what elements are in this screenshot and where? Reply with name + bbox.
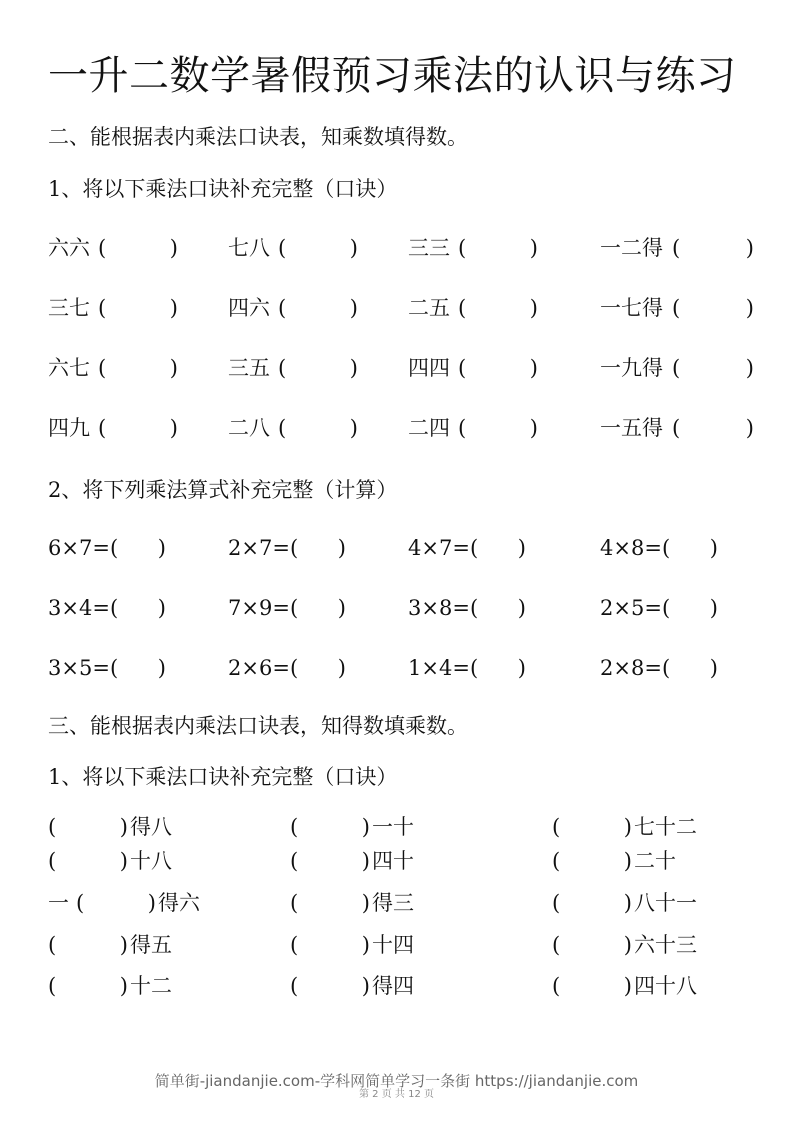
exercise-item <box>552 812 772 842</box>
exercise-item <box>408 413 588 443</box>
answer-blank[interactable]: ( ) <box>470 596 526 620</box>
exercise-item <box>48 930 268 960</box>
exercise-prompt: 二五 <box>408 296 450 320</box>
exercise-item <box>290 888 510 918</box>
answer-blank[interactable]: ( ) <box>458 296 538 320</box>
answer-blank[interactable]: ( ) <box>672 296 754 320</box>
answer-blank[interactable]: ( ) <box>672 416 754 440</box>
exercise-prompt: 一九得 <box>600 356 663 380</box>
exercise-prompt: 3×5= <box>48 656 110 680</box>
exercise-row <box>0 812 793 842</box>
exercise-prompt: 2×7= <box>228 536 290 560</box>
exercise-item <box>48 888 268 918</box>
answer-blank[interactable]: ( ) <box>48 933 128 957</box>
section-3-part-1-heading: 1、将以下乘法口诀补充完整（口诀） <box>48 765 398 789</box>
answer-blank[interactable]: ( ) <box>98 236 178 260</box>
exercise-item <box>290 971 510 1001</box>
exercise-item <box>228 233 408 263</box>
exercise-prompt: 三三 <box>408 236 450 260</box>
answer-blank[interactable]: ( ) <box>470 536 526 560</box>
answer-blank[interactable]: ( ) <box>290 536 346 560</box>
answer-blank[interactable]: ( ) <box>552 891 632 915</box>
exercise-item <box>48 593 218 623</box>
exercise-prompt: 七八 <box>228 236 270 260</box>
answer-blank[interactable]: ( ) <box>110 596 166 620</box>
answer-blank[interactable]: ( ) <box>470 656 526 680</box>
exercise-prompt: 二八 <box>228 416 270 440</box>
answer-blank[interactable]: ( ) <box>278 356 358 380</box>
exercise-prompt: 1×4= <box>408 656 470 680</box>
exercise-prompt: 四四 <box>408 356 450 380</box>
footer-text: 简单街-jiandanjie.com-学科网简单学习一条街 https://jiandanjie.com <box>154 1072 639 1090</box>
exercise-prompt: 一七得 <box>600 296 663 320</box>
exercise-item <box>290 930 510 960</box>
exercise-row <box>0 233 793 263</box>
answer-blank[interactable]: ( ) <box>552 815 632 839</box>
exercise-prompt: 2×6= <box>228 656 290 680</box>
exercise-item <box>48 413 228 443</box>
exercise-prompt: 3×4= <box>48 596 110 620</box>
exercise-prompt: 4×8= <box>600 536 662 560</box>
answer-blank[interactable]: ( ) <box>662 596 718 620</box>
answer-blank[interactable]: ( ) <box>552 933 632 957</box>
exercise-row <box>0 533 793 563</box>
exercise-result: 七十二 <box>634 815 697 839</box>
exercise-item <box>228 413 408 443</box>
exercise-item <box>48 846 268 876</box>
section-2-part-1-heading: 1、将以下乘法口诀补充完整（口诀） <box>48 177 398 201</box>
answer-blank[interactable]: ( ) <box>278 296 358 320</box>
exercise-result: 一十 <box>372 815 414 839</box>
exercise-item <box>552 888 772 918</box>
exercise-item <box>290 846 510 876</box>
exercise-item <box>48 533 218 563</box>
exercise-prompt: 二四 <box>408 416 450 440</box>
exercise-result: 二十 <box>634 849 676 873</box>
exercise-row <box>0 293 793 323</box>
exercise-item <box>600 293 780 323</box>
answer-blank[interactable]: ( ) <box>48 849 128 873</box>
exercise-result: 八十一 <box>634 891 697 915</box>
exercise-item <box>408 653 578 683</box>
exercise-prefix: 一 <box>48 891 69 915</box>
exercise-item <box>552 930 772 960</box>
exercise-item <box>48 971 268 1001</box>
exercise-prompt: 六七 <box>48 356 90 380</box>
exercise-prompt: 7×9= <box>228 596 290 620</box>
exercise-item <box>48 812 268 842</box>
exercise-item <box>290 812 510 842</box>
exercise-prompt: 一二得 <box>600 236 663 260</box>
exercise-item <box>552 971 772 1001</box>
answer-blank[interactable]: ( ) <box>98 296 178 320</box>
exercise-row <box>0 888 793 918</box>
exercise-row <box>0 930 793 960</box>
answer-blank[interactable]: ( ) <box>290 815 370 839</box>
exercise-prompt: 四九 <box>48 416 90 440</box>
exercise-prompt: 2×8= <box>600 656 662 680</box>
exercise-item <box>600 353 780 383</box>
section-2-heading: 二、能根据表内乘法口诀表，知乘数填得数。 <box>48 125 468 149</box>
exercise-prompt: 3×8= <box>408 596 470 620</box>
answer-blank[interactable]: ( ) <box>48 815 128 839</box>
answer-blank[interactable]: ( ) <box>458 356 538 380</box>
exercise-item <box>228 533 398 563</box>
exercise-item <box>48 233 228 263</box>
page-title: 一升二数学暑假预习乘法的认识与练习 <box>48 53 737 99</box>
answer-blank[interactable]: ( ) <box>278 416 358 440</box>
exercise-result: 十八 <box>130 849 172 873</box>
exercise-item <box>552 846 772 876</box>
exercise-item <box>408 293 588 323</box>
exercise-item <box>48 293 228 323</box>
exercise-result: 得八 <box>130 815 172 839</box>
answer-blank[interactable]: ( ) <box>290 933 370 957</box>
exercise-prompt: 六六 <box>48 236 90 260</box>
footer-page-number: 第 2 页 共 12 页 <box>359 1089 434 1100</box>
exercise-result: 四十八 <box>634 974 697 998</box>
exercise-prompt: 2×5= <box>600 596 662 620</box>
answer-blank[interactable]: ( ) <box>290 891 370 915</box>
exercise-item <box>48 653 218 683</box>
answer-blank[interactable]: ( ) <box>662 536 718 560</box>
answer-blank[interactable]: ( ) <box>110 656 166 680</box>
exercise-prompt: 4×7= <box>408 536 470 560</box>
exercise-result: 六十三 <box>634 933 697 957</box>
exercise-result: 四十 <box>372 849 414 873</box>
exercise-item <box>228 653 398 683</box>
exercise-item <box>408 533 578 563</box>
exercise-prompt: 6×7= <box>48 536 110 560</box>
exercise-row <box>0 971 793 1001</box>
exercise-result: 十四 <box>372 933 414 957</box>
exercise-item <box>228 593 398 623</box>
exercise-prompt: 三五 <box>228 356 270 380</box>
answer-blank[interactable]: ( ) <box>672 236 754 260</box>
answer-blank[interactable]: ( ) <box>290 849 370 873</box>
exercise-result: 得四 <box>372 974 414 998</box>
exercise-result: 得六 <box>158 891 200 915</box>
exercise-prompt: 一五得 <box>600 416 663 440</box>
answer-blank[interactable]: ( ) <box>76 891 156 915</box>
exercise-prompt: 三七 <box>48 296 90 320</box>
answer-blank[interactable]: ( ) <box>110 536 166 560</box>
exercise-row <box>0 846 793 876</box>
answer-blank[interactable]: ( ) <box>48 974 128 998</box>
answer-blank[interactable]: ( ) <box>278 236 358 260</box>
exercise-row <box>0 353 793 383</box>
exercise-item <box>600 233 780 263</box>
exercise-result: 十二 <box>130 974 172 998</box>
exercise-row <box>0 413 793 443</box>
exercise-item <box>600 653 770 683</box>
answer-blank[interactable]: ( ) <box>672 356 754 380</box>
section-2-part-2-heading: 2、将下列乘法算式补充完整（计算） <box>48 478 398 502</box>
exercise-item <box>48 353 228 383</box>
exercise-item <box>600 413 780 443</box>
exercise-row <box>0 653 793 683</box>
exercise-item <box>600 533 770 563</box>
exercise-item <box>408 233 588 263</box>
answer-blank[interactable]: ( ) <box>290 596 346 620</box>
exercise-item <box>408 593 578 623</box>
answer-blank[interactable]: ( ) <box>458 416 538 440</box>
exercise-row <box>0 593 793 623</box>
answer-blank[interactable]: ( ) <box>662 656 718 680</box>
answer-blank[interactable]: ( ) <box>552 849 632 873</box>
answer-blank[interactable]: ( ) <box>552 974 632 998</box>
answer-blank[interactable]: ( ) <box>98 356 178 380</box>
exercise-item <box>228 353 408 383</box>
answer-blank[interactable]: ( ) <box>290 656 346 680</box>
exercise-item <box>228 293 408 323</box>
answer-blank[interactable]: ( ) <box>290 974 370 998</box>
answer-blank[interactable]: ( ) <box>98 416 178 440</box>
exercise-item <box>408 353 588 383</box>
answer-blank[interactable]: ( ) <box>458 236 538 260</box>
exercise-prompt: 四六 <box>228 296 270 320</box>
exercise-item <box>600 593 770 623</box>
section-3-heading: 三、能根据表内乘法口诀表，知得数填乘数。 <box>48 714 468 738</box>
exercise-result: 得三 <box>372 891 414 915</box>
exercise-result: 得五 <box>130 933 172 957</box>
